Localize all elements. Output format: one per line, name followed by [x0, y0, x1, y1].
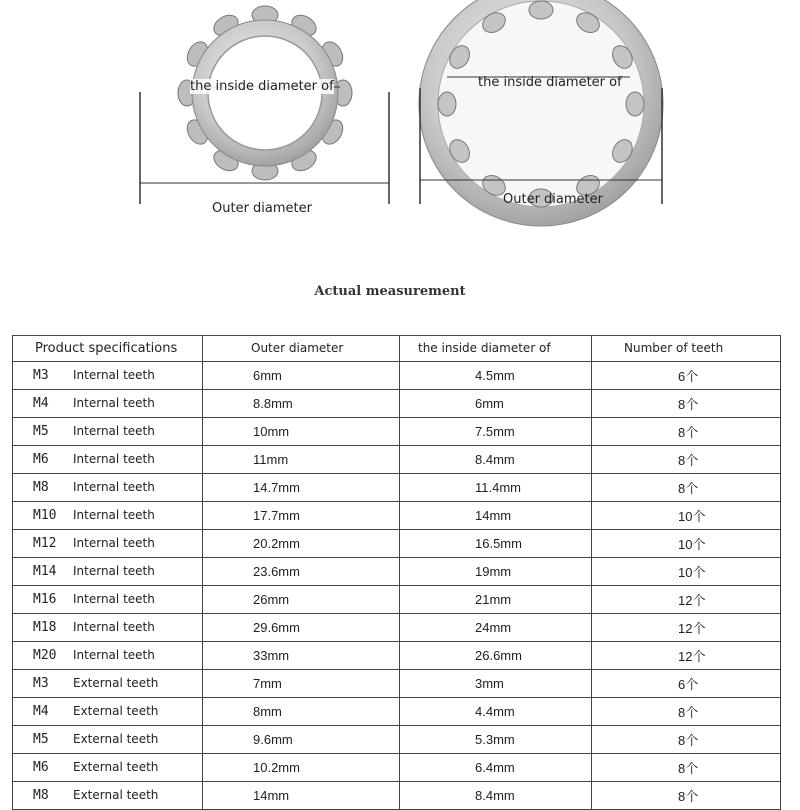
- teeth-type-label: Internal teeth: [73, 620, 155, 634]
- teeth-count-value: 12个: [678, 649, 706, 664]
- inner-diameter-cell: [400, 474, 592, 502]
- spec-cell: [13, 614, 203, 642]
- teeth-type-label: Internal teeth: [73, 368, 155, 382]
- outer-diameter-cell: [203, 670, 400, 698]
- spec-cell: [13, 446, 203, 474]
- teeth-count-value: 8个: [678, 789, 699, 804]
- inner-diameter-cell: [400, 642, 592, 670]
- teeth-type-label: Internal teeth: [73, 592, 155, 606]
- right-outer-diameter-label: Outer diameter: [503, 192, 603, 207]
- outer-diameter-cell: [203, 782, 400, 810]
- outer-diameter-value: 33mm: [253, 647, 290, 663]
- outer-diameter-value: 8.8mm: [253, 395, 293, 411]
- header-number-of-teeth: Number of teeth: [592, 336, 781, 362]
- spec-cell: [13, 586, 203, 614]
- teeth-count-value: 8个: [678, 705, 699, 720]
- teeth-count-cell: [592, 418, 781, 446]
- spec-cell: [13, 502, 203, 530]
- inner-diameter-cell: [400, 362, 592, 390]
- size-label: M10: [33, 508, 57, 523]
- table-row: [13, 586, 781, 614]
- spec-cell: [13, 726, 203, 754]
- size-label: M12: [33, 536, 57, 551]
- teeth-type-label: External teeth: [73, 788, 159, 802]
- washer-illustration: [0, 0, 800, 240]
- inner-diameter-cell: [400, 418, 592, 446]
- outer-diameter-value: 23.6mm: [253, 563, 300, 579]
- outer-diameter-cell: [203, 446, 400, 474]
- teeth-count-value: 10个: [678, 509, 706, 524]
- outer-diameter-value: 10mm: [253, 423, 290, 439]
- right-inner-diameter-label: the inside diameter of: [478, 75, 622, 90]
- inner-diameter-value: 6.4mm: [475, 759, 515, 775]
- inner-diameter-value: 7.5mm: [475, 423, 515, 439]
- spec-cell: [13, 530, 203, 558]
- teeth-type-label: Internal teeth: [73, 452, 155, 466]
- inner-diameter-cell: [400, 390, 592, 418]
- spec-cell: [13, 418, 203, 446]
- inner-diameter-cell: [400, 726, 592, 754]
- outer-diameter-value: 8mm: [253, 703, 282, 719]
- spec-cell: [13, 474, 203, 502]
- size-label: M4: [33, 704, 49, 719]
- outer-diameter-cell: [203, 418, 400, 446]
- spec-cell: [13, 782, 203, 810]
- outer-diameter-value: 17.7mm: [253, 507, 300, 523]
- spec-table: [12, 335, 781, 810]
- table-row: [13, 558, 781, 586]
- table-row: [13, 754, 781, 782]
- size-label: M8: [33, 788, 49, 803]
- inner-diameter-value: 16.5mm: [475, 535, 522, 551]
- teeth-type-label: Internal teeth: [73, 396, 155, 410]
- teeth-type-label: External teeth: [73, 760, 159, 774]
- teeth-count-value: 8个: [678, 733, 699, 748]
- outer-diameter-cell: [203, 698, 400, 726]
- outer-diameter-cell: [203, 586, 400, 614]
- table-row: [13, 726, 781, 754]
- inner-diameter-value: 26.6mm: [475, 647, 522, 663]
- size-label: M4: [33, 396, 49, 411]
- teeth-count-value: 8个: [678, 481, 699, 496]
- spec-cell: [13, 698, 203, 726]
- header-inside-diameter: the inside diameter of: [400, 336, 592, 362]
- size-label: M16: [33, 592, 57, 607]
- size-label: M5: [33, 732, 49, 747]
- size-label: M5: [33, 424, 49, 439]
- outer-diameter-cell: [203, 530, 400, 558]
- inner-diameter-value: 21mm: [475, 591, 512, 607]
- teeth-count-cell: [592, 698, 781, 726]
- inner-diameter-value: 3mm: [475, 675, 504, 691]
- teeth-count-value: 10个: [678, 565, 706, 580]
- table-row: [13, 670, 781, 698]
- size-label: M8: [33, 480, 49, 495]
- inner-diameter-value: 8.4mm: [475, 787, 515, 803]
- teeth-count-cell: [592, 726, 781, 754]
- teeth-count-value: 8个: [678, 397, 699, 412]
- teeth-count-cell: [592, 530, 781, 558]
- section-heading: Actual measurement: [314, 284, 466, 299]
- outer-diameter-value: 9.6mm: [253, 731, 293, 747]
- spec-cell: [13, 362, 203, 390]
- table-row: [13, 782, 781, 810]
- inner-diameter-cell: [400, 670, 592, 698]
- inner-diameter-cell: [400, 586, 592, 614]
- size-label: M18: [33, 620, 57, 635]
- washer-tooth: [529, 1, 553, 19]
- teeth-count-cell: [592, 390, 781, 418]
- table-row: [13, 530, 781, 558]
- size-label: M14: [33, 564, 57, 579]
- teeth-count-value: 6个: [678, 369, 699, 384]
- table-row: [13, 614, 781, 642]
- teeth-count-value: 12个: [678, 621, 706, 636]
- size-label: M20: [33, 648, 57, 663]
- teeth-type-label: Internal teeth: [73, 480, 155, 494]
- teeth-count-cell: [592, 586, 781, 614]
- teeth-type-label: External teeth: [73, 732, 159, 746]
- inner-diameter-cell: [400, 446, 592, 474]
- teeth-count-cell: [592, 362, 781, 390]
- inner-diameter-value: 5.3mm: [475, 731, 515, 747]
- header-outer-diameter: Outer diameter: [203, 336, 400, 362]
- outer-diameter-value: 26mm: [253, 591, 290, 607]
- spec-cell: [13, 558, 203, 586]
- teeth-type-label: Internal teeth: [73, 424, 155, 438]
- outer-diameter-value: 14.7mm: [253, 479, 300, 495]
- outer-diameter-value: 11mm: [253, 451, 289, 467]
- teeth-count-cell: [592, 670, 781, 698]
- table-header-row: [13, 336, 781, 362]
- washer-tooth: [438, 92, 456, 116]
- outer-diameter-cell: [203, 558, 400, 586]
- table-row: [13, 362, 781, 390]
- outer-diameter-cell: [203, 754, 400, 782]
- outer-diameter-cell: [203, 474, 400, 502]
- inner-diameter-cell: [400, 782, 592, 810]
- outer-diameter-cell: [203, 726, 400, 754]
- outer-diameter-cell: [203, 502, 400, 530]
- spec-cell: [13, 390, 203, 418]
- inner-diameter-cell: [400, 558, 592, 586]
- outer-diameter-cell: [203, 362, 400, 390]
- inner-diameter-cell: [400, 614, 592, 642]
- size-label: M6: [33, 760, 49, 775]
- teeth-count-cell: [592, 642, 781, 670]
- teeth-count-cell: [592, 502, 781, 530]
- inner-diameter-value: 4.4mm: [475, 703, 515, 719]
- table-row: [13, 446, 781, 474]
- teeth-count-cell: [592, 446, 781, 474]
- teeth-count-cell: [592, 614, 781, 642]
- spec-cell: [13, 754, 203, 782]
- header-product-specifications: Product specifications: [13, 336, 203, 362]
- teeth-type-label: External teeth: [73, 676, 159, 690]
- teeth-type-label: Internal teeth: [73, 536, 155, 550]
- teeth-type-label: Internal teeth: [73, 564, 155, 578]
- inner-diameter-value: 19mm: [475, 563, 512, 579]
- teeth-count-value: 8个: [678, 425, 699, 440]
- teeth-count-value: 6个: [678, 677, 699, 692]
- outer-diameter-value: 20.2mm: [253, 535, 300, 551]
- table-row: [13, 642, 781, 670]
- left-inner-diameter-label: the inside diameter of: [190, 79, 334, 94]
- size-label: M3: [33, 676, 49, 691]
- outer-diameter-value: 14mm: [253, 787, 290, 803]
- teeth-count-value: 8个: [678, 761, 699, 776]
- teeth-count-value: 10个: [678, 537, 706, 552]
- size-label: M3: [33, 368, 49, 383]
- teeth-count-cell: [592, 782, 781, 810]
- teeth-count-value: 12个: [678, 593, 706, 608]
- outer-diameter-value: 7mm: [253, 675, 282, 691]
- inner-diameter-cell: [400, 754, 592, 782]
- teeth-type-label: Internal teeth: [73, 648, 155, 662]
- teeth-count-value: 8个: [678, 453, 699, 468]
- table-row: [13, 418, 781, 446]
- outer-diameter-cell: [203, 642, 400, 670]
- outer-diameter-cell: [203, 390, 400, 418]
- inner-diameter-value: 8.4mm: [475, 451, 515, 467]
- table-row: [13, 390, 781, 418]
- inner-diameter-cell: [400, 698, 592, 726]
- outer-diameter-value: 6mm: [253, 367, 282, 383]
- inner-diameter-value: 4.5mm: [475, 367, 515, 383]
- table-row: [13, 474, 781, 502]
- teeth-count-cell: [592, 754, 781, 782]
- inner-diameter-value: 6mm: [475, 395, 504, 411]
- left-outer-diameter-label: Outer diameter: [212, 201, 312, 216]
- outer-diameter-value: 10.2mm: [253, 759, 300, 775]
- teeth-count-cell: [592, 474, 781, 502]
- outer-diameter-value: 29.6mm: [253, 619, 300, 635]
- inner-diameter-cell: [400, 530, 592, 558]
- inner-diameter-cell: [400, 502, 592, 530]
- teeth-type-label: Internal teeth: [73, 508, 155, 522]
- spec-cell: [13, 642, 203, 670]
- spec-cell: [13, 670, 203, 698]
- inner-diameter-value: 11.4mm: [475, 479, 521, 495]
- washer-tooth: [626, 92, 644, 116]
- size-label: M6: [33, 452, 49, 467]
- outer-diameter-cell: [203, 614, 400, 642]
- inner-diameter-value: 24mm: [475, 619, 512, 635]
- washer-figure: [0, 0, 800, 240]
- table-row: [13, 502, 781, 530]
- inner-diameter-value: 14mm: [475, 507, 512, 523]
- table-row: [13, 698, 781, 726]
- teeth-type-label: External teeth: [73, 704, 159, 718]
- teeth-count-cell: [592, 558, 781, 586]
